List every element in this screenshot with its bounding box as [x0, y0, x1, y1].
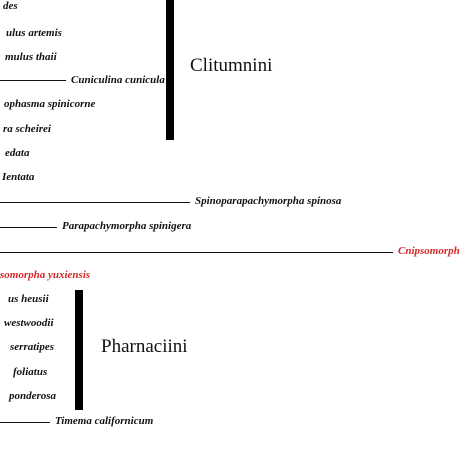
taxon-label-spinoparapachymorpha-spinosa: Spinoparapachymorpha spinosa [195, 195, 342, 207]
taxon-label-us-heusii: us heusii [8, 293, 49, 305]
taxon-label-mulus-thaii: mulus thaii [5, 51, 57, 63]
tree-branch [0, 80, 66, 81]
taxon-label-somorpha-yuxiensis: somorpha yuxiensis [0, 269, 91, 281]
taxon-label-serratipes: serratipes [10, 341, 54, 353]
taxon-label-des: des [3, 0, 18, 12]
clade-bar-pharnaciini [75, 290, 83, 410]
taxon-label-cnipsomorph: Cnipsomorph [398, 245, 460, 257]
taxon-label-foliatus: foliatus [13, 366, 48, 378]
clade-label-clitumnini: Clitumnini [190, 55, 273, 76]
taxon-label-ulus-artemis: ulus artemis [6, 27, 62, 39]
taxon-label-ientata: Ientata [2, 171, 35, 183]
taxon-label-westwoodii: westwoodii [4, 317, 54, 329]
taxon-label-edata: edata [5, 147, 30, 159]
clade-bar-clitumnini [166, 0, 174, 140]
tree-branch [0, 252, 393, 253]
taxon-label-timema-californicum: Timema californicum [55, 415, 154, 427]
tree-branch [0, 227, 57, 228]
taxon-label-ophasma-spinicorne: ophasma spinicorne [4, 98, 96, 110]
taxon-label-ponderosa: ponderosa [9, 390, 57, 402]
taxon-label-cuniculina-cunicula: Cuniculina cunicula [71, 74, 165, 86]
tree-branch [0, 202, 190, 203]
tree-branch [0, 422, 50, 423]
taxon-label-ra-scheirei: ra scheirei [3, 123, 51, 135]
taxon-label-parapachymorpha-spinigera: Parapachymorpha spinigera [62, 220, 192, 232]
clade-label-pharnaciini: Pharnaciini [101, 336, 188, 357]
